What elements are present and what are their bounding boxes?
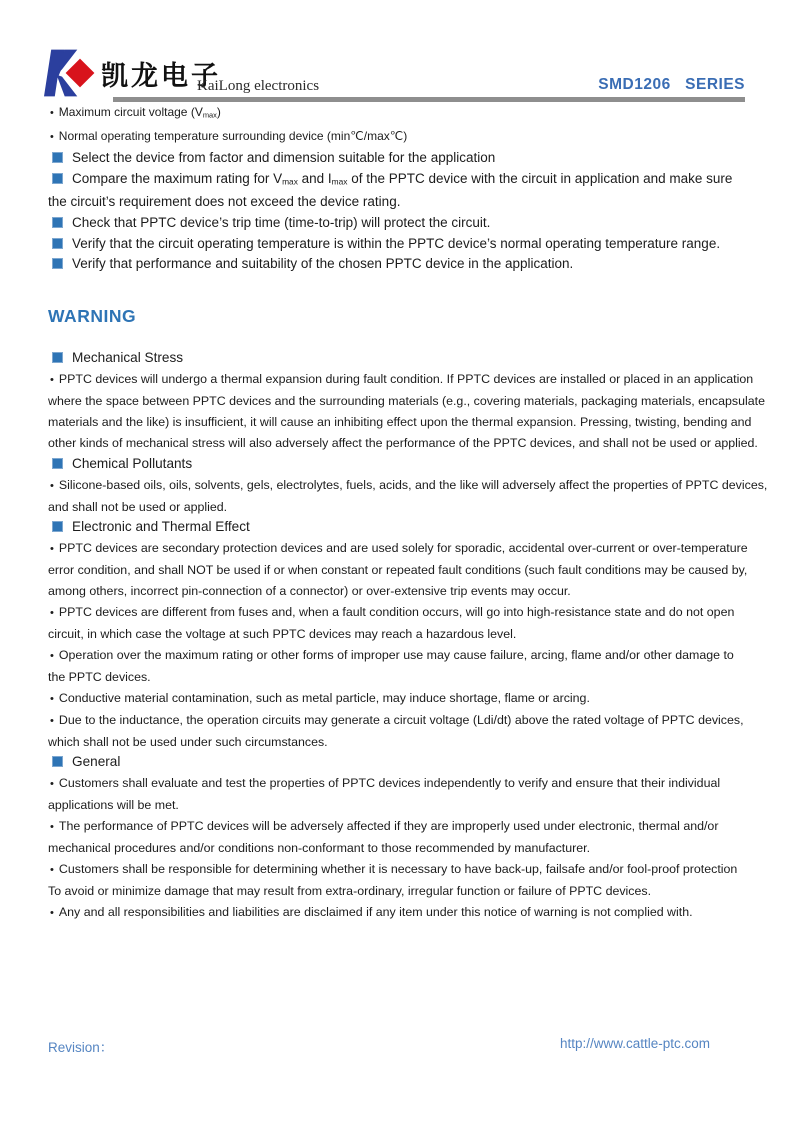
series-title: SMD1206 SERIES <box>598 76 745 93</box>
dot-bullet-icon: • <box>50 479 54 492</box>
section-subheading <box>48 454 753 475</box>
line-text: Select the device from factor and dimension suitable for the application <box>72 149 496 165</box>
page-footer <box>48 1036 710 1056</box>
line-text: among others, incorrect pin-connection of a connector) or over-extensive trip events may occur. <box>48 584 571 599</box>
text-line <box>48 412 753 433</box>
text-line <box>48 369 753 391</box>
square-bullet-icon <box>52 352 63 363</box>
text-line <box>48 538 753 560</box>
line-text: Chemical Pollutants <box>72 455 193 471</box>
text-line <box>48 148 753 169</box>
text-line <box>48 560 753 581</box>
line-text: Maximum circuit voltage $(V_{max})$ <box>58 105 221 120</box>
line-text: Customers shall evaluate and test the properties of PPTC devices independently to verify and ensure that their individual <box>58 776 721 791</box>
line-text: the PPTC devices. <box>48 669 151 684</box>
square-bullet-icon <box>52 756 63 767</box>
line-text: error condition, and shall NOT be used if or when constant or repeated fault conditions (such fault conditions may be caused by, <box>48 563 748 578</box>
revision-label: Revision： <box>48 1040 114 1055</box>
line-text: where the space between PPTC devices and the surrounding materials (e.g., covering materials, packaging materials, encapsulate <box>48 394 765 409</box>
line-text: PPTC devices are different from fuses and, when a fault condition occurs, will go into high-resistance state and do not open <box>58 605 735 620</box>
text-line <box>48 688 753 710</box>
text-line <box>48 192 753 213</box>
square-bullet-icon <box>52 173 63 184</box>
line-text: General <box>72 754 121 770</box>
line-text: mechanical procedures and/or conditions non-conformant to those recommended by manufacturer. <box>48 841 591 856</box>
line-text: materials and the like) is insufficient, it will cause an inhibiting effect upon the thermal expansion. Pressing, twisting, bending and <box>48 414 752 429</box>
text-line <box>48 102 753 126</box>
line-text: which shall not be used under such circumstances. <box>48 734 328 749</box>
text-line <box>48 254 753 275</box>
line-text: Verify that performance and suitability of the chosen PPTC device in the application. <box>72 256 574 272</box>
text-line <box>48 126 753 148</box>
dot-bullet-icon: • <box>50 131 54 144</box>
text-line <box>48 391 765 412</box>
text-line <box>48 624 753 645</box>
text-line <box>48 234 753 255</box>
text-line <box>48 881 753 902</box>
square-bullet-icon <box>52 521 63 532</box>
text-line <box>48 497 753 518</box>
dot-bullet-icon: • <box>50 821 54 834</box>
company-name-chinese: 凯龙电子 <box>101 61 221 91</box>
line-text: the circuit’s requirement does not exceed the device rating. <box>48 194 401 210</box>
text-line <box>48 859 753 881</box>
line-text: Mechanical Stress <box>72 350 184 366</box>
square-bullet-icon <box>52 238 63 249</box>
text-line <box>48 816 753 838</box>
line-text: circuit, in which case the voltage at such PPTC devices may reach a hazardous level. <box>48 626 517 641</box>
text-line <box>48 710 753 732</box>
text-line <box>48 581 753 602</box>
page-content <box>48 102 768 924</box>
text-line <box>48 433 758 454</box>
section-subheading <box>48 348 753 369</box>
square-bullet-icon <box>52 217 63 228</box>
line-text: To avoid or minimize damage that may result from extra-ordinary, irregular function or failure of PPTC devices. <box>48 883 652 898</box>
line-text: Electronic and Thermal Effect <box>72 519 250 535</box>
line-text: The performance of PPTC devices will be adversely affected if they are improperly used under electronic, thermal and/or <box>58 819 719 834</box>
text-line <box>48 773 753 795</box>
line-text: Due to the inductance, the operation circuits may generate a circuit voltage (Ldi/dt) above the rated voltage of PPTC devices, <box>58 712 744 727</box>
text-line <box>48 645 753 667</box>
selection-checklist <box>48 102 753 275</box>
line-text: Silicone-based oils, oils, solvents, gels, electrolytes, fuels, acids, and the like will adversely affect the properties of PPTC devices, <box>58 477 768 492</box>
dot-bullet-icon: • <box>50 374 54 387</box>
text-line <box>48 795 753 816</box>
dot-bullet-icon: • <box>50 543 54 556</box>
line-text: Customers shall be responsible for determining whether it is necessary to have back-up, failsafe and/or fool-proof protection <box>58 861 738 876</box>
text-line <box>48 902 753 924</box>
section-subheading <box>48 752 753 773</box>
line-text: Operation over the maximum rating or other forms of improper use may cause failure, arcing, flame and/or other damage to <box>58 647 734 662</box>
text-line <box>48 213 753 234</box>
line-text: Normal operating temperature surrounding device (min℃/max℃) <box>58 129 408 144</box>
text-line <box>48 602 753 624</box>
line-text: Compare the maximum rating for $V_{max}$ and $I_{max}$ of the PPTC device with the circuit in application and make sure <box>72 170 733 187</box>
dot-bullet-icon: • <box>50 906 54 919</box>
line-text: other kinds of mechanical stress will also adversely affect the performance of the PPTC devices, and shall not be used or applied. <box>48 435 758 450</box>
text-line <box>48 667 753 688</box>
line-text: PPTC devices will undergo a thermal expansion during fault condition. If PPTC devices are installed or placed in an application <box>58 372 754 387</box>
dot-bullet-icon: • <box>50 607 54 620</box>
line-text: Verify that the circuit operating temperature is within the PPTC device’s normal operating temperature range. <box>72 235 721 251</box>
line-text: Check that PPTC device’s trip time (time-to-trip) will protect the circuit. <box>72 214 491 230</box>
dot-bullet-icon: • <box>50 692 54 705</box>
line-text: Conductive material contamination, such as metal particle, may induce shortage, flame or arcing. <box>58 690 590 705</box>
dot-bullet-icon: • <box>50 778 54 791</box>
text-line <box>48 475 768 497</box>
text-line <box>48 838 753 859</box>
company-name-english: KaiLong electronics <box>197 78 320 94</box>
line-text: and shall not be used or applied. <box>48 499 228 514</box>
dot-bullet-icon: • <box>50 107 54 119</box>
text-line <box>48 169 753 192</box>
text-line <box>48 732 753 753</box>
warning-section <box>48 348 768 923</box>
kailong-logo-icon <box>44 47 98 99</box>
square-bullet-icon <box>52 258 63 269</box>
line-text: PPTC devices are secondary protection devices and are used solely for sporadic, accidental over-current or over-temperature <box>58 541 748 556</box>
dot-bullet-icon: • <box>50 649 54 662</box>
line-text: applications will be met. <box>48 798 179 813</box>
warning-heading: WARNING <box>48 306 137 327</box>
dot-bullet-icon: • <box>50 863 54 876</box>
section-subheading <box>48 517 753 538</box>
square-bullet-icon <box>52 152 63 163</box>
dot-bullet-icon: • <box>50 714 54 727</box>
square-bullet-icon <box>52 458 63 469</box>
line-text: Any and all responsibilities and liabilities are disclaimed if any item under this notice of warning is not complied with. <box>58 904 693 919</box>
website-link[interactable]: http://www.cattle-ptc.com <box>559 1036 710 1051</box>
